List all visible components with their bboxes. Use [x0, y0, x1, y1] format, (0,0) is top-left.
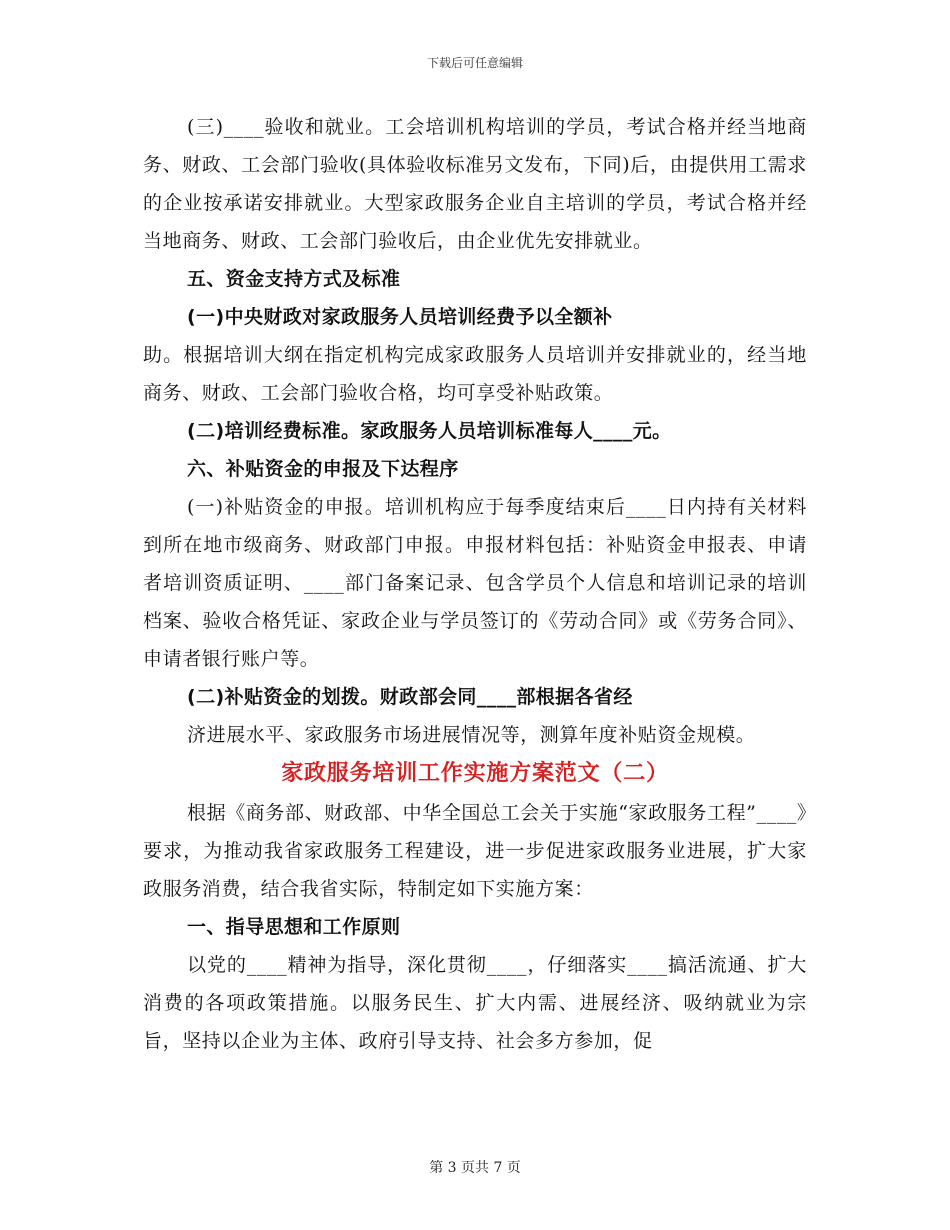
section-heading-subsidy-procedure: 六、补贴资金的申报及下达程序	[187, 458, 459, 480]
section-heading-funding: 五、资金支持方式及标准	[187, 268, 401, 290]
paragraph-central-finance-lead: (一)中央财政对家政服务人员培训经费予以全额补	[187, 306, 613, 328]
document-body	[143, 108, 807, 1060]
document-title: 家政服务培训工作实施方案范文（二）	[281, 761, 669, 786]
paragraph-subsidy-application: (一)补贴资金的申报。培训机构应于每季度结束后____日内持有关材料到所在地市级商务、财政部门申报。申报材料包括：补贴资金申报表、申请者培训资质证明、____部门备案记录、包含学员个人信息和培训记录的培训档案、验收合格凭证、家政企业与学员签订的《劳动合同》或《劳务合同》、申请者银行账户等。	[143, 496, 807, 670]
section-heading-guiding-principles: 一、指导思想和工作原则	[187, 916, 401, 938]
page-header: 下载后可任意编辑	[426, 56, 523, 70]
page-footer: 第 3 页共 7 页	[429, 1160, 521, 1176]
paragraph-subsidy-allocation-lead: (二)补贴资金的划拨。财政部会同____部根据各省经	[187, 686, 633, 708]
paragraph-subsidy-allocation-cont: 济进展水平、家政服务市场进展情况等，测算年度补贴资金规模。	[187, 724, 756, 746]
paragraph-intro: 根据《商务部、财政部、中华全国总工会关于实施“家政服务工程”____》要求，为推动我省家政服务工程建设，进一步促进家政服务业进展，扩大家政服务消费，结合我省实际，特制定如下实施方案：	[143, 802, 807, 900]
paragraph-guiding-principles: 以党的____精神为指导，深化贯彻____，仔细落实____搞活流通、扩大消费的各项政策措施。以服务民生、扩大内需、进展经济、吸纳就业为宗旨，坚持以企业为主体、政府引导支持、社会多方参加，促	[143, 954, 807, 1052]
paragraph-acceptance-employment: (三)____验收和就业。工会培训机构培训的学员，考试合格并经当地商务、财政、工会部门验收(具体验收标准另文发布，下同)后，由提供用工需求的企业按承诺安排就业。大型家政服务企业自主培训的学员，考试合格并经当地商务、财政、工会部门验收后，由企业优先安排就业。	[143, 116, 807, 252]
paragraph-training-standard: (二)培训经费标准。家政服务人员培训标准每人____元。	[187, 420, 672, 442]
paragraph-central-finance-cont: 助。根据培训大纲在指定机构完成家政服务人员培训并安排就业的，经当地商务、财政、工会部门验收合格，均可享受补贴政策。	[143, 344, 807, 404]
